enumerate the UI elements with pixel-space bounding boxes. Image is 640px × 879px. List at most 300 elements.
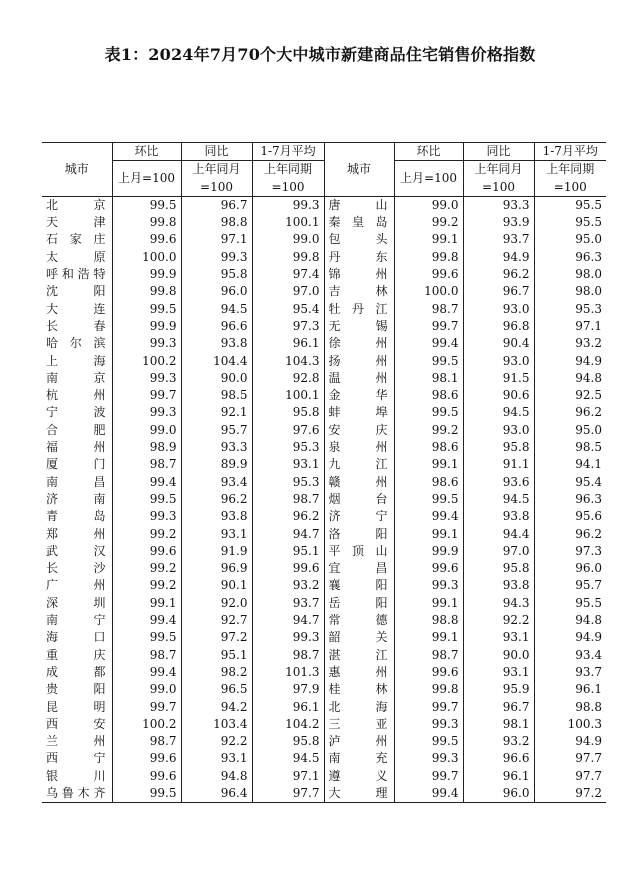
header-avg-base-line1: 上年同期 xyxy=(546,162,595,177)
table-row xyxy=(42,370,606,387)
table-row xyxy=(42,439,606,456)
city-name: 韶 关 xyxy=(328,630,388,645)
left-city-cell xyxy=(42,370,112,387)
header-mom-base-right: 上月=100 xyxy=(394,161,463,197)
right-mom-cell: 99.3 xyxy=(394,750,463,767)
left-city-cell xyxy=(42,301,112,318)
left-avg-cell: 93.2 xyxy=(252,577,324,594)
right-mom-cell: 98.7 xyxy=(394,301,463,318)
city-name: 岳 阳 xyxy=(328,595,388,610)
header-mom-base-left: 上月=100 xyxy=(112,161,181,197)
right-avg-cell: 94.1 xyxy=(575,457,602,472)
left-yoy-cell: 92.2 xyxy=(181,733,252,750)
left-mom-cell: 99.0 xyxy=(112,422,181,439)
right-mom-cell: 99.3 xyxy=(394,577,463,594)
right-avg-cell: 94.9 xyxy=(575,734,602,749)
left-yoy-cell: 96.0 xyxy=(181,283,252,300)
right-mom-cell: 99.1 xyxy=(394,595,463,612)
right-city-cell xyxy=(324,733,394,750)
right-yoy-cell: 93.6 xyxy=(463,474,534,491)
left-yoy-cell: 96.4 xyxy=(181,785,252,803)
city-name: 湛 江 xyxy=(328,647,388,662)
right-yoy-cell: 91.1 xyxy=(463,456,534,473)
left-yoy-cell: 98.8 xyxy=(181,214,252,231)
header-city-left: 城市 xyxy=(42,143,112,197)
table-row xyxy=(42,301,606,318)
header-avg-left: 1-7月平均 xyxy=(252,143,324,161)
right-city-cell xyxy=(324,785,394,803)
right-city-cell xyxy=(324,214,394,231)
left-avg-cell: 96.2 xyxy=(252,508,324,525)
right-yoy-cell: 90.0 xyxy=(463,647,534,664)
left-city-cell xyxy=(42,249,112,266)
left-mom-cell: 99.5 xyxy=(112,785,181,803)
city-name: 厦 门 xyxy=(46,457,106,472)
left-avg-cell: 97.9 xyxy=(252,681,324,698)
right-city-cell xyxy=(324,716,394,733)
city-name: 南 宁 xyxy=(46,613,106,628)
right-avg-cell: 95.5 xyxy=(575,215,602,230)
right-city-cell xyxy=(324,664,394,681)
table-row xyxy=(42,612,606,629)
left-mom-cell: 100.2 xyxy=(112,716,181,733)
right-city-cell xyxy=(324,543,394,560)
left-yoy-cell: 90.1 xyxy=(181,577,252,594)
right-city-cell xyxy=(324,283,394,300)
right-city-cell xyxy=(324,231,394,248)
left-avg-cell: 94.5 xyxy=(252,750,324,767)
city-name: 大 理 xyxy=(328,785,388,800)
city-name: 乌鲁木齐 xyxy=(46,785,106,800)
right-mom-cell: 99.7 xyxy=(394,699,463,716)
header-yoy-right: 同比 xyxy=(463,143,534,161)
left-mom-cell: 99.7 xyxy=(112,387,181,404)
right-yoy-cell: 94.9 xyxy=(463,249,534,266)
right-mom-cell: 99.8 xyxy=(394,681,463,698)
city-name: 南 昌 xyxy=(46,474,106,489)
left-yoy-cell: 96.9 xyxy=(181,560,252,577)
left-city-cell xyxy=(42,681,112,698)
right-city-cell xyxy=(324,249,394,266)
city-name: 平顶山 xyxy=(328,543,388,558)
left-avg-cell: 97.1 xyxy=(252,768,324,785)
left-avg-cell: 100.1 xyxy=(252,387,324,404)
header-yoy-base-line2: =100 xyxy=(200,179,233,194)
table-row xyxy=(42,266,606,283)
right-city-cell xyxy=(324,595,394,612)
city-name: 南 充 xyxy=(328,751,388,766)
left-city-cell xyxy=(42,785,112,803)
right-mom-cell: 99.9 xyxy=(394,543,463,560)
right-avg-cell: 96.3 xyxy=(575,491,602,506)
right-city-cell xyxy=(324,612,394,629)
city-name: 呼和浩特 xyxy=(46,267,106,282)
table-row xyxy=(42,422,606,439)
right-yoy-cell: 96.6 xyxy=(463,750,534,767)
left-city-cell xyxy=(42,629,112,646)
left-yoy-cell: 93.3 xyxy=(181,439,252,456)
left-mom-cell: 100.2 xyxy=(112,353,181,370)
left-mom-cell: 99.3 xyxy=(112,404,181,421)
city-name: 大 连 xyxy=(46,301,106,316)
header-mom-left: 环比 xyxy=(112,143,181,161)
left-city-cell xyxy=(42,577,112,594)
city-name: 蚌 埠 xyxy=(328,405,388,420)
right-city-cell xyxy=(324,196,394,214)
right-mom-cell: 99.1 xyxy=(394,456,463,473)
right-city-cell xyxy=(324,526,394,543)
header-mom-right: 环比 xyxy=(394,143,463,161)
left-city-cell xyxy=(42,768,112,785)
city-name: 安 庆 xyxy=(328,422,388,437)
right-mom-cell: 99.4 xyxy=(394,335,463,352)
right-avg-cell: 96.1 xyxy=(575,682,602,697)
city-name: 武 汉 xyxy=(46,543,106,558)
left-yoy-cell: 98.5 xyxy=(181,387,252,404)
left-yoy-cell: 96.6 xyxy=(181,318,252,335)
left-yoy-cell: 104.4 xyxy=(181,353,252,370)
right-city-cell xyxy=(324,370,394,387)
city-name: 襄 阳 xyxy=(328,578,388,593)
right-yoy-cell: 93.1 xyxy=(463,629,534,646)
right-city-cell xyxy=(324,768,394,785)
right-city-cell xyxy=(324,629,394,646)
left-avg-cell: 96.1 xyxy=(252,699,324,716)
right-yoy-cell: 91.5 xyxy=(463,370,534,387)
city-name: 西 宁 xyxy=(46,751,106,766)
right-city-cell xyxy=(324,422,394,439)
left-avg-cell: 93.7 xyxy=(252,595,324,612)
left-mom-cell: 99.3 xyxy=(112,335,181,352)
city-name: 成 都 xyxy=(46,664,106,679)
left-mom-cell: 100.0 xyxy=(112,249,181,266)
left-yoy-cell: 96.2 xyxy=(181,491,252,508)
right-city-cell xyxy=(324,491,394,508)
right-mom-cell: 99.1 xyxy=(394,526,463,543)
left-mom-cell: 99.3 xyxy=(112,370,181,387)
left-mom-cell: 99.6 xyxy=(112,768,181,785)
right-mom-cell: 98.1 xyxy=(394,370,463,387)
city-name: 长 沙 xyxy=(46,561,106,576)
right-avg-cell: 98.0 xyxy=(575,284,602,299)
right-mom-cell: 99.4 xyxy=(394,508,463,525)
right-yoy-cell: 93.8 xyxy=(463,577,534,594)
city-name: 金 华 xyxy=(328,388,388,403)
right-city-cell xyxy=(324,266,394,283)
table-row xyxy=(42,249,606,266)
right-mom-cell: 98.6 xyxy=(394,387,463,404)
table-row xyxy=(42,508,606,525)
right-mom-cell: 99.2 xyxy=(394,422,463,439)
left-avg-cell: 96.1 xyxy=(252,335,324,352)
left-mom-cell: 99.6 xyxy=(112,750,181,767)
right-avg-cell: 98.8 xyxy=(575,699,602,714)
city-name: 九 江 xyxy=(328,457,388,472)
left-avg-cell: 99.3 xyxy=(252,196,324,214)
right-mom-cell: 99.4 xyxy=(394,785,463,803)
city-name: 重 庆 xyxy=(46,647,106,662)
right-yoy-cell: 95.8 xyxy=(463,439,534,456)
left-avg-cell: 95.1 xyxy=(252,543,324,560)
left-avg-cell: 97.4 xyxy=(252,266,324,283)
left-city-cell xyxy=(42,750,112,767)
right-mom-cell: 99.7 xyxy=(394,768,463,785)
left-yoy-cell: 91.9 xyxy=(181,543,252,560)
left-city-cell xyxy=(42,612,112,629)
city-name: 扬 州 xyxy=(328,353,388,368)
city-name: 西 安 xyxy=(46,716,106,731)
left-avg-cell: 100.1 xyxy=(252,214,324,231)
city-name: 丹 东 xyxy=(328,249,388,264)
header-yoy-base-line1: 上年同月 xyxy=(192,162,241,177)
left-avg-cell: 98.7 xyxy=(252,647,324,664)
table-row xyxy=(42,283,606,300)
right-city-cell xyxy=(324,577,394,594)
left-avg-cell: 94.7 xyxy=(252,526,324,543)
city-name: 惠 州 xyxy=(328,664,388,679)
city-name: 贵 阳 xyxy=(46,682,106,697)
table-body xyxy=(42,196,606,802)
right-avg-cell: 96.0 xyxy=(575,561,602,576)
left-mom-cell: 99.5 xyxy=(112,301,181,318)
right-mom-cell: 99.7 xyxy=(394,318,463,335)
left-avg-cell: 92.8 xyxy=(252,370,324,387)
left-city-cell xyxy=(42,318,112,335)
header-avg-right: 1-7月平均 xyxy=(534,143,606,161)
right-avg-cell: 95.7 xyxy=(575,578,602,593)
left-city-cell xyxy=(42,560,112,577)
left-yoy-cell: 93.1 xyxy=(181,750,252,767)
left-mom-cell: 99.2 xyxy=(112,560,181,577)
city-name: 赣 州 xyxy=(328,474,388,489)
left-city-cell xyxy=(42,474,112,491)
right-mom-cell: 98.6 xyxy=(394,439,463,456)
right-avg-cell: 97.1 xyxy=(575,318,602,333)
right-city-cell xyxy=(324,353,394,370)
city-name: 牡丹江 xyxy=(328,301,388,316)
left-avg-cell: 93.1 xyxy=(252,456,324,473)
right-city-cell xyxy=(324,681,394,698)
left-city-cell xyxy=(42,699,112,716)
right-yoy-cell: 93.0 xyxy=(463,301,534,318)
left-mom-cell: 99.5 xyxy=(112,629,181,646)
right-city-cell xyxy=(324,335,394,352)
left-yoy-cell: 97.1 xyxy=(181,231,252,248)
right-avg-cell: 95.0 xyxy=(575,232,602,247)
left-city-cell xyxy=(42,231,112,248)
right-yoy-cell: 96.0 xyxy=(463,785,534,803)
table-row xyxy=(42,733,606,750)
right-yoy-cell: 96.1 xyxy=(463,768,534,785)
right-mom-cell: 98.8 xyxy=(394,612,463,629)
left-avg-cell: 99.3 xyxy=(252,629,324,646)
right-yoy-cell: 93.7 xyxy=(463,231,534,248)
right-city-cell xyxy=(324,750,394,767)
right-city-cell xyxy=(324,647,394,664)
city-name: 上 海 xyxy=(46,353,106,368)
right-avg-cell: 97.2 xyxy=(534,785,606,803)
city-name: 宜 昌 xyxy=(328,561,388,576)
left-city-cell xyxy=(42,439,112,456)
header-avg-base-line1: 上年同期 xyxy=(263,162,312,177)
right-avg-cell: 93.4 xyxy=(575,647,602,662)
left-mom-cell: 99.2 xyxy=(112,577,181,594)
table-row xyxy=(42,699,606,716)
city-name: 常 德 xyxy=(328,613,388,628)
city-name: 沈 阳 xyxy=(46,284,106,299)
city-name: 北 京 xyxy=(46,197,106,212)
city-name: 郑 州 xyxy=(46,526,106,541)
city-name: 泉 州 xyxy=(328,440,388,455)
left-mom-cell: 98.9 xyxy=(112,439,181,456)
city-name: 遵 义 xyxy=(328,768,388,783)
right-city-cell xyxy=(324,456,394,473)
right-yoy-cell: 93.8 xyxy=(463,508,534,525)
right-yoy-cell: 94.5 xyxy=(463,404,534,421)
city-name: 宁 波 xyxy=(46,405,106,420)
left-city-cell xyxy=(42,526,112,543)
left-city-cell xyxy=(42,508,112,525)
left-yoy-cell: 92.0 xyxy=(181,595,252,612)
left-mom-cell: 99.1 xyxy=(112,595,181,612)
right-yoy-cell: 96.2 xyxy=(463,266,534,283)
left-yoy-cell: 93.8 xyxy=(181,508,252,525)
right-yoy-cell: 94.4 xyxy=(463,526,534,543)
right-yoy-cell: 93.0 xyxy=(463,422,534,439)
left-yoy-cell: 95.7 xyxy=(181,422,252,439)
left-mom-cell: 99.4 xyxy=(112,474,181,491)
left-city-cell xyxy=(42,422,112,439)
city-name: 烟 台 xyxy=(328,491,388,506)
right-mom-cell: 99.1 xyxy=(394,231,463,248)
city-name: 桂 林 xyxy=(328,682,388,697)
right-mom-cell: 98.6 xyxy=(394,474,463,491)
right-avg-cell: 94.8 xyxy=(575,370,602,385)
table-row xyxy=(42,664,606,681)
right-yoy-cell: 92.2 xyxy=(463,612,534,629)
left-avg-cell: 97.7 xyxy=(252,785,324,803)
right-mom-cell: 98.7 xyxy=(394,647,463,664)
right-mom-cell: 99.8 xyxy=(394,249,463,266)
right-yoy-cell: 93.1 xyxy=(463,664,534,681)
table-row xyxy=(42,647,606,664)
right-yoy-cell: 95.8 xyxy=(463,560,534,577)
header-avg-base-line2: =100 xyxy=(553,179,587,194)
header-yoy-base-right xyxy=(463,161,534,197)
left-mom-cell: 99.4 xyxy=(112,664,181,681)
left-mom-cell: 99.9 xyxy=(112,266,181,283)
table-row xyxy=(42,231,606,248)
left-mom-cell: 99.8 xyxy=(112,214,181,231)
right-yoy-cell: 93.3 xyxy=(463,196,534,214)
left-yoy-cell: 90.0 xyxy=(181,370,252,387)
right-mom-cell: 99.6 xyxy=(394,664,463,681)
left-mom-cell: 99.4 xyxy=(112,612,181,629)
city-name: 北 海 xyxy=(328,699,388,714)
table-row xyxy=(42,750,606,767)
left-city-cell xyxy=(42,664,112,681)
left-avg-cell: 104.2 xyxy=(252,716,324,733)
left-yoy-cell: 97.2 xyxy=(181,629,252,646)
left-yoy-cell: 89.9 xyxy=(181,456,252,473)
left-mom-cell: 99.6 xyxy=(112,231,181,248)
header-yoy-base-line2: =100 xyxy=(482,179,515,194)
right-avg-cell: 97.7 xyxy=(575,768,602,783)
right-yoy-cell: 93.0 xyxy=(463,353,534,370)
right-mom-cell: 99.5 xyxy=(394,353,463,370)
left-mom-cell: 99.6 xyxy=(112,543,181,560)
city-name: 广 州 xyxy=(46,578,106,593)
right-yoy-cell: 97.0 xyxy=(463,543,534,560)
right-yoy-cell: 90.6 xyxy=(463,387,534,404)
table-row xyxy=(42,716,606,733)
table-row xyxy=(42,387,606,404)
left-avg-cell: 95.3 xyxy=(252,474,324,491)
city-name: 济 宁 xyxy=(328,509,388,524)
right-yoy-cell: 96.7 xyxy=(463,699,534,716)
city-name: 泸 州 xyxy=(328,734,388,749)
left-city-cell xyxy=(42,335,112,352)
city-name: 海 口 xyxy=(46,630,106,645)
right-avg-cell: 98.0 xyxy=(575,267,602,282)
city-name: 秦皇岛 xyxy=(328,215,388,230)
left-mom-cell: 99.7 xyxy=(112,699,181,716)
document-title: 表1：2024年7月70个大中城市新建商品住宅销售价格指数 xyxy=(104,45,536,64)
right-avg-cell: 98.5 xyxy=(575,440,602,455)
right-avg-cell: 92.5 xyxy=(575,388,602,403)
left-city-cell xyxy=(42,404,112,421)
table-row xyxy=(42,595,606,612)
right-avg-cell: 96.2 xyxy=(575,526,602,541)
table-row xyxy=(42,404,606,421)
city-name: 包 头 xyxy=(328,232,388,247)
right-yoy-cell: 90.4 xyxy=(463,335,534,352)
left-avg-cell: 95.4 xyxy=(252,301,324,318)
table-row xyxy=(42,318,606,335)
table-row xyxy=(42,526,606,543)
table-row xyxy=(42,491,606,508)
right-city-cell xyxy=(324,318,394,335)
header-avg-base-right xyxy=(534,161,606,197)
right-mom-cell: 99.0 xyxy=(394,196,463,214)
table-row xyxy=(42,214,606,231)
left-avg-cell: 99.8 xyxy=(252,249,324,266)
right-mom-cell: 99.2 xyxy=(394,214,463,231)
right-mom-cell: 99.5 xyxy=(394,491,463,508)
header-city-right: 城市 xyxy=(324,143,394,197)
city-name: 无 锡 xyxy=(328,318,388,333)
left-avg-cell: 95.8 xyxy=(252,404,324,421)
city-name: 吉 林 xyxy=(328,284,388,299)
right-avg-cell: 95.6 xyxy=(575,509,602,524)
left-mom-cell: 98.7 xyxy=(112,733,181,750)
left-avg-cell: 97.3 xyxy=(252,318,324,335)
city-name: 长 春 xyxy=(46,318,106,333)
header-yoy-base-left xyxy=(181,161,252,197)
left-avg-cell: 94.7 xyxy=(252,612,324,629)
header-avg-base-line2: =100 xyxy=(271,179,305,194)
left-city-cell xyxy=(42,716,112,733)
header-avg-base-left xyxy=(252,161,324,197)
left-yoy-cell: 96.7 xyxy=(181,196,252,214)
right-avg-cell: 93.7 xyxy=(575,664,602,679)
right-city-cell xyxy=(324,439,394,456)
right-avg-cell: 96.3 xyxy=(575,249,602,264)
table-row xyxy=(42,577,606,594)
table-row xyxy=(42,474,606,491)
left-mom-cell: 98.7 xyxy=(112,647,181,664)
price-index-table xyxy=(42,142,606,803)
